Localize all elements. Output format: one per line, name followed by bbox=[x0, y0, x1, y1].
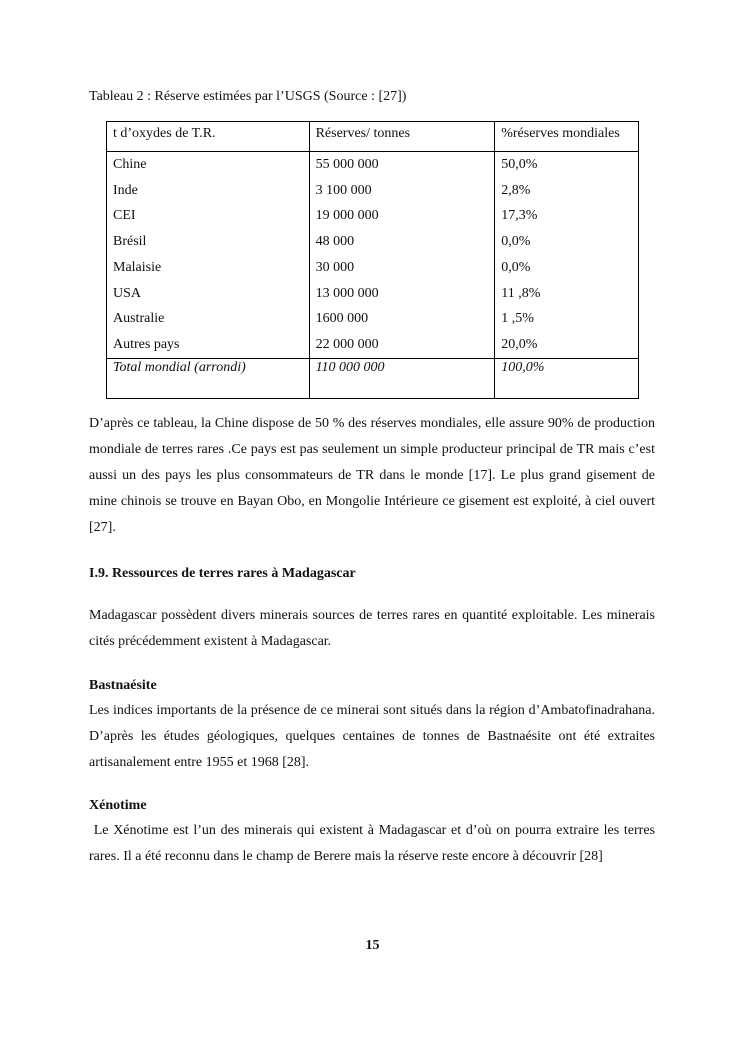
xenotime-paragraph: Le Xénotime est l’un des minerais qui existent à Madagascar et d’où on pourra extraire les terres rares. Il a été reconnu dans le champ de Berere mais la réserve reste encore à découvrir [28] bbox=[89, 823, 659, 864]
table-row bbox=[107, 255, 639, 281]
header-reserves: Réserves/ tonnes bbox=[309, 122, 495, 152]
cell-country: USA bbox=[107, 281, 310, 307]
cell-reserves: 30 000 bbox=[309, 255, 495, 281]
analysis-paragraph: D’après ce tableau, la Chine dispose de 50 % des réserves mondiales, elle assure 90% de production mondiale de terres rares .Ce pays est pas seulement un simple producteur principal de TR mais c’est aussi un des pays les plus consommateurs de TR dans le monde [17]. Le plus grand gisement de mine chinois se trouve en Bayan Obo, en Mongolie Intérieure ce gisement est exploité, à ciel ouvert [27]. bbox=[89, 416, 655, 535]
bastnaesite-paragraph: Les indices importants de la présence de ce minerai sont situés dans la région d’Ambatofinadrahana. D’après les études géologiques, quelques centaines de tonnes de Bastnaésite ont été extraites artisanalement entre 1955 et 1968 [28]. bbox=[89, 703, 655, 770]
table-row bbox=[107, 306, 639, 332]
cell-percent: 1 ,5% bbox=[495, 306, 639, 332]
table-total-row bbox=[107, 358, 639, 398]
bastnaesite-heading: Bastnaésite bbox=[89, 678, 157, 693]
header-oxides: t d’oxydes de T.R. bbox=[107, 122, 310, 152]
cell-country: Brésil bbox=[107, 229, 310, 255]
table-row bbox=[107, 332, 639, 358]
cell-reserves: 22 000 000 bbox=[309, 332, 495, 358]
cell-percent: 11 ,8% bbox=[495, 281, 639, 307]
cell-percent: 20,0% bbox=[495, 332, 639, 358]
cell-country: Inde bbox=[107, 178, 310, 204]
cell-percent: 50,0% bbox=[495, 152, 639, 178]
cell-reserves: 55 000 000 bbox=[309, 152, 495, 178]
section-heading: I.9. Ressources de terres rares à Madagascar bbox=[89, 566, 356, 581]
cell-reserves: 1600 000 bbox=[309, 306, 495, 332]
table-row bbox=[107, 178, 639, 204]
cell-country: Chine bbox=[107, 152, 310, 178]
table-header-row bbox=[107, 122, 639, 152]
cell-country: Autres pays bbox=[107, 332, 310, 358]
cell-percent: 0,0% bbox=[495, 255, 639, 281]
cell-country: Australie bbox=[107, 306, 310, 332]
table-row bbox=[107, 281, 639, 307]
page-number: 15 bbox=[365, 938, 380, 953]
cell-country: Malaisie bbox=[107, 255, 310, 281]
table-row bbox=[107, 203, 639, 229]
header-percent: %réserves mondiales bbox=[495, 122, 639, 152]
cell-percent: 17,3% bbox=[495, 203, 639, 229]
table-row bbox=[107, 229, 639, 255]
cell-reserves: 13 000 000 bbox=[309, 281, 495, 307]
cell-percent: 2,8% bbox=[495, 178, 639, 204]
total-reserves: 110 000 000 bbox=[309, 358, 495, 398]
total-percent: 100,0% bbox=[495, 358, 639, 398]
xenotime-heading: Xénotime bbox=[89, 798, 147, 813]
total-label: Total mondial (arrondi) bbox=[107, 358, 310, 398]
cell-country: CEI bbox=[107, 203, 310, 229]
cell-reserves: 48 000 bbox=[309, 229, 495, 255]
table-caption: Tableau 2 : Réserve estimées par l’USGS (Source : [27]) bbox=[89, 89, 407, 104]
cell-reserves: 19 000 000 bbox=[309, 203, 495, 229]
table-row bbox=[107, 152, 639, 178]
cell-percent: 0,0% bbox=[495, 229, 639, 255]
reserves-table bbox=[106, 121, 639, 399]
cell-reserves: 3 100 000 bbox=[309, 178, 495, 204]
madagascar-paragraph: Madagascar possèdent divers minerais sources de terres rares en quantité exploitable. Les minerais cités précédemment existent à Madagascar. bbox=[89, 608, 655, 649]
